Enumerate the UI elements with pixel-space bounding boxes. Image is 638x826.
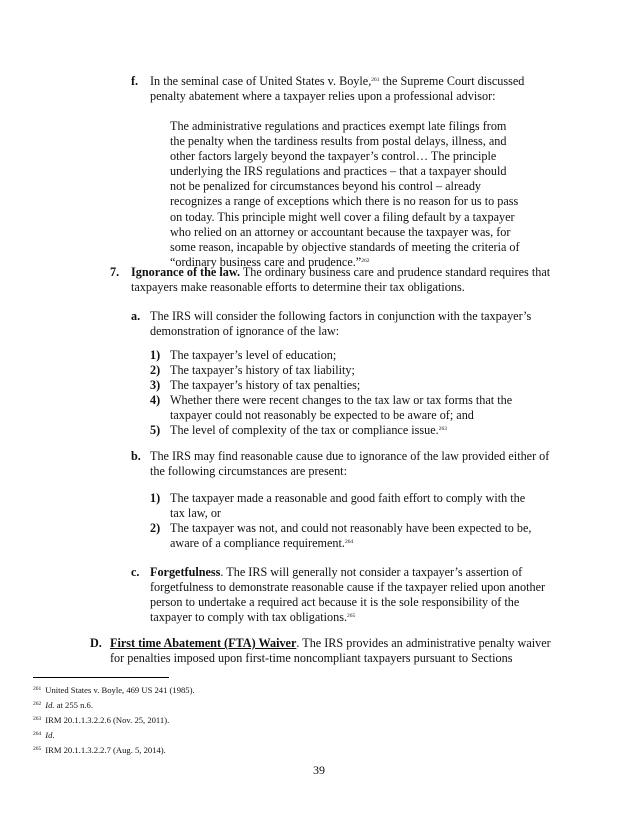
item-b-label: b. [131,449,141,463]
footnote-italic: Id. [45,700,55,710]
item-f-intro-text-cont: the Supreme Court discussed penalty abatement where a taxpayer relies upon a professional advisor: [150,74,525,104]
item-D-paragraph [110,636,555,666]
factor-1-text: The taxpayer’s level of education; [170,348,337,362]
factor-2-text: The taxpayer’s history of tax liability; [170,363,355,377]
footnote-mark: 264 [33,731,42,737]
footnote-text: IRM 20.1.1.3.2.2.6 (Nov. 25, 2011). [45,715,170,725]
boyle-quote [170,119,520,270]
footnote-italic: Id [45,730,53,740]
footnote-ref-265: 265 [347,613,356,620]
footnote-ref-264: 264 [344,539,354,546]
item-D-text: . The IRS provides an administrative penalty waiver for penalties imposed upon first-time noncompliant taxpayers pursuant to Sections [110,636,551,666]
item-c-paragraph [150,565,550,625]
item-c-text: . The IRS will generally not consider a taxpayer’s assertion of forgetfulness to demonstrate reasonable cause if the taxpayer relied upon another person to undertake a required act because it is the sole responsibility of the taxpayer to comply with tax obligations. [150,565,546,625]
footnote-mark: 262 [33,701,42,707]
footnote-text: United States v. Boyle, 469 US 241 (1985). [45,685,195,695]
factor-3-text: The taxpayer’s history of tax penalties; [170,378,361,392]
factor-4-num: 4) [150,393,161,407]
factor-5 [170,423,540,438]
boyle-quote-text: The administrative regulations and practices exempt late filings from the penalty when the tardiness results from postal delays, illness, and other factors largely beyond the taxpayer’s control… The principle underlying the IRS regulations and practices – that a taxpayer should not be penalized for circumstances beyond his control – already recognizes a range of exceptions which there is no reason for us to pass on today. This principle might well cover a filing default by a taxpayer who relied on an attorney or accountant because the taxpayer was, for some reason, incapable by objective standards of meeting the criteria of “ordinary business care and prudence.” [170,119,520,269]
footnote-text: at 255 n.6. [54,700,93,710]
item-7-heading: Ignorance of the law. [131,265,241,279]
footnote-ref-262: 262 [361,257,370,264]
factor-1-num: 1) [150,348,161,362]
page-number: 39 [313,763,325,777]
item-7-text: The ordinary business care and prudence standard requires that taxpayers make reasonable efforts to determine their tax obligations. [131,265,551,295]
footnote-separator [33,677,169,678]
circumstance-2 [170,521,540,551]
footnote-mark: 265 [33,746,42,752]
circumstance-1-num: 1) [150,491,161,505]
item-7-paragraph [131,265,551,295]
item-7-label: 7. [110,265,120,279]
item-a-label: a. [131,309,141,323]
footnote-263 [33,714,169,726]
circumstance-1-text: The taxpayer made a reasonable and good faith effort to comply with the tax law, or [170,491,526,521]
factor-5-text: The level of complexity of the tax or compliance issue. [170,423,439,437]
item-f-label: f. [131,74,139,88]
footnote-262 [33,699,93,711]
footnote-text: . [52,730,55,740]
item-D-heading: First time Abatement (FTA) Waiver [110,636,297,650]
footnote-text: IRM 20.1.1.3.2.2.7 (Aug. 5, 2014). [45,745,166,755]
footnote-264 [33,729,55,741]
item-c-label: c. [131,565,140,579]
item-f-intro [150,74,530,104]
item-a-text: The IRS will consider the following factors in conjunction with the taxpayer’s demonstration of ignorance of the law: [150,309,532,339]
factor-2-num: 2) [150,363,161,377]
factor-4-text: Whether there were recent changes to the tax law or tax forms that the taxpayer could not reasonably be expected to be aware of; and [170,393,513,423]
footnote-mark: 261 [33,686,42,692]
item-b-text: The IRS may find reasonable cause due to ignorance of the law provided either of the following circumstances are present: [150,449,550,479]
factor-5-num: 5) [150,423,161,437]
footnote-265 [33,744,166,756]
footnote-261 [33,684,195,696]
item-D-label: D. [90,636,102,650]
factor-3-num: 3) [150,378,161,392]
circumstance-2-text: The taxpayer was not, and could not reasonably have been expected to be, aware of a compliance requirement. [170,521,532,551]
item-c-heading: Forgetfulness [150,565,221,579]
footnote-ref-263: 263 [438,426,447,432]
footnote-mark: 263 [33,716,42,722]
item-f-intro-text: In the seminal case of United States v. Boyle, [150,74,372,88]
circumstance-2-num: 2) [150,521,161,535]
footnote-ref-261: 261 [371,77,380,83]
